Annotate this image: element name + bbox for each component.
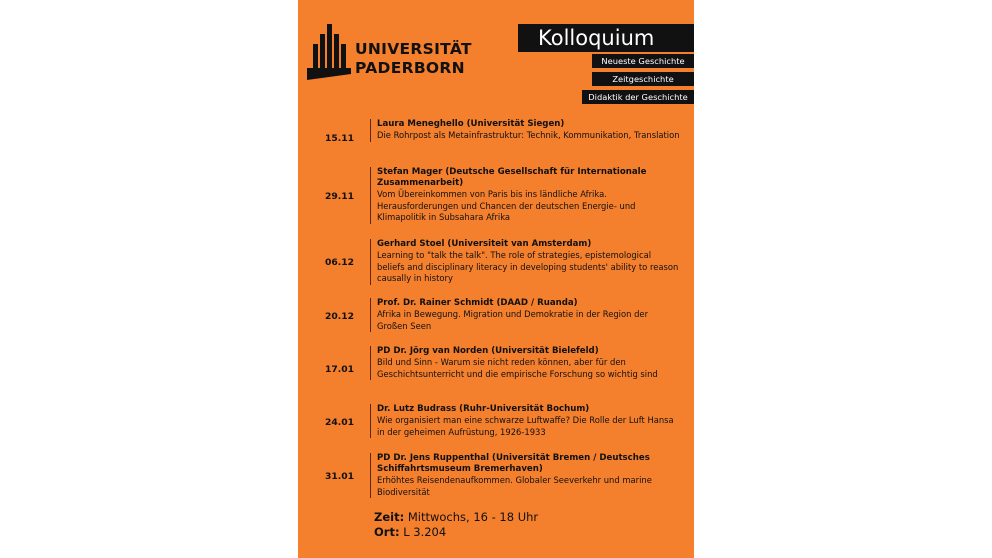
- event-speaker: Gerhard Stoel (Universiteit van Amsterdam): [377, 239, 592, 249]
- event-date: 15.11: [325, 133, 355, 144]
- place-value: L 3.204: [403, 525, 447, 539]
- event-talk: Wie organisiert man eine schwarze Luftwaffe? Die Rolle der Luft Hansa in der geheimen Aufrüstung, 1926-1933: [377, 415, 674, 437]
- event-speaker: PD Dr. Jens Ruppenthal (Universität Bremen / Deutsches Schiffahrtsmuseum Bremerhaven): [377, 453, 650, 474]
- university-logo: [307, 22, 472, 82]
- event-speaker: Laura Meneghello (Universität Siegen): [377, 119, 565, 129]
- event-speaker: Stefan Mager (Deutsche Gesellschaft für Internationale Zusammenarbeit): [377, 167, 647, 188]
- tag-zeitgeschichte: Zeitgeschichte: [592, 72, 694, 86]
- event-talk: Afrika in Bewegung. Migration und Demokratie in der Region der Großen Seen: [377, 309, 649, 331]
- event-date: 17.01: [325, 364, 355, 375]
- place-label: Ort:: [374, 525, 400, 539]
- event-talk: Erhöhtes Reisendenaufkommen. Globaler Seeverkehr und marine Biodiversität: [377, 475, 652, 497]
- poster-title: Kolloquium: [518, 24, 694, 52]
- event-speaker: Dr. Lutz Budrass (Ruhr-Universität Bochum): [377, 404, 590, 414]
- university-name: [355, 40, 472, 78]
- event-date: 29.11: [325, 191, 355, 202]
- university-logo-icon: [307, 22, 351, 80]
- footer-place: [374, 525, 538, 540]
- event-talk: Vom Übereinkommen von Paris bis ins ländliche Afrika. Herausforderungen und Chancen der deutschen Energie- und Klimapolitik in Subsahara Afrika: [377, 189, 636, 222]
- event-date: 31.01: [325, 471, 355, 482]
- event-speaker: Prof. Dr. Rainer Schmidt (DAAD / Ruanda): [377, 298, 578, 308]
- university-name-line1: UNIVERSITÄT: [355, 40, 472, 58]
- event-talk: Learning to "talk the talk". The role of strategies, epistemological beliefs and disciplinary literacy in developing students' ability to reason causally in history: [377, 250, 679, 283]
- event-speaker: PD Dr. Jörg van Norden (Universität Bielefeld): [377, 346, 599, 356]
- event-date: 06.12: [325, 257, 355, 268]
- colloquium-poster: [298, 0, 694, 558]
- tag-didaktik: Didaktik der Geschichte: [582, 90, 694, 104]
- time-value: Mittwochs, 16 - 18 Uhr: [407, 510, 539, 524]
- footer-info: [374, 510, 538, 540]
- university-name-line2: PADERBORN: [355, 59, 465, 77]
- footer-time: [374, 510, 538, 525]
- time-label: Zeit:: [374, 510, 405, 524]
- event-date: 20.12: [325, 311, 355, 322]
- tag-neueste-geschichte: Neueste Geschichte: [592, 54, 694, 68]
- event-date: 24.01: [325, 417, 355, 428]
- event-talk: Bild und Sinn - Warum sie nicht reden können, aber für den Geschichtsunterricht und die empirische Forschung so wichtig sind: [377, 357, 658, 379]
- event-talk: Die Rohrpost als Metainfrastruktur: Technik, Kommunikation, Translation: [377, 130, 680, 140]
